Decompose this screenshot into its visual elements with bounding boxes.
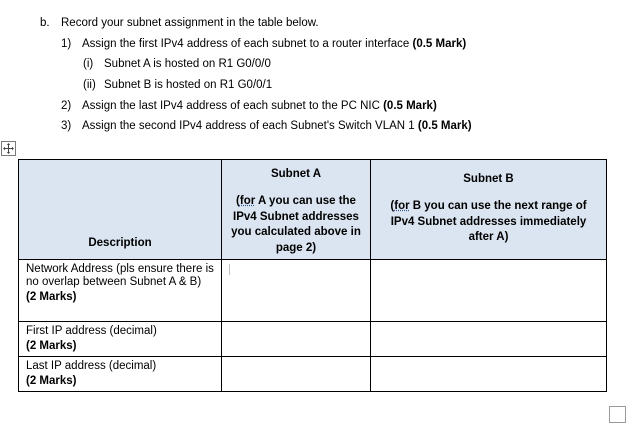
subnet-b-note-for: for xyxy=(394,200,410,213)
first-ip-subnet-a-cell[interactable] xyxy=(222,322,371,357)
step-1-ii-number: (ii) xyxy=(83,79,96,91)
step-1-number: 1) xyxy=(61,38,72,50)
instruction-step-3 xyxy=(61,119,472,133)
row-marks: (2 Marks) xyxy=(26,340,77,352)
instruction-b-text: Record your subnet assignment in the table below. xyxy=(61,17,319,29)
instruction-step-1 xyxy=(61,37,466,51)
row-first-ip-label xyxy=(19,322,222,357)
subnet-a-note-paren: ( xyxy=(236,195,240,207)
step-2-text: Assign the last IPv4 address of each subnet to the PC NIC xyxy=(82,100,380,112)
row-label: Last IP address (decimal) xyxy=(26,360,157,372)
table-row xyxy=(19,260,607,322)
header-subnet-b-note xyxy=(371,199,606,246)
step-3-mark: (0.5 Mark) xyxy=(417,120,472,132)
row-marks: (2 Marks) xyxy=(26,291,77,303)
header-description xyxy=(19,160,222,260)
header-subnet-a-note xyxy=(222,194,370,256)
instruction-step-1-i xyxy=(83,57,271,71)
header-subnet-a-title: Subnet A xyxy=(270,168,322,180)
header-subnet-a xyxy=(222,160,371,260)
step-1-mark: (0.5 Mark) xyxy=(412,38,467,50)
subnet-a-note-for: for xyxy=(239,195,256,207)
last-ip-subnet-b-cell[interactable] xyxy=(371,357,607,392)
instruction-step-2 xyxy=(61,99,437,113)
step-2-mark: (0.5 Mark) xyxy=(383,100,437,112)
row-network-address-label xyxy=(19,260,222,322)
subnet-assignment-table xyxy=(18,159,607,392)
step-1-i-number: (i) xyxy=(83,58,94,70)
step-1-text: Assign the first IPv4 address of each subnet to a router interface xyxy=(82,38,410,50)
row-label: First IP address (decimal) xyxy=(26,325,157,337)
step-2-number: 2) xyxy=(61,100,72,112)
subnet-b-note-paren: ( xyxy=(390,200,395,213)
header-subnet-b xyxy=(371,160,607,260)
instruction-b-label: b. xyxy=(40,17,50,29)
row-marks: (2 Marks) xyxy=(26,375,77,387)
table-move-handle[interactable] xyxy=(1,141,16,156)
step-1-ii-text: Subnet B is hosted on R1 G0/0/1 xyxy=(104,79,273,91)
row-last-ip-label xyxy=(19,357,222,392)
instruction-b xyxy=(40,16,319,30)
text-cursor xyxy=(229,264,230,275)
move-arrows-icon xyxy=(3,143,14,154)
step-1-i-text: Subnet A is hosted on R1 G0/0/0 xyxy=(104,58,271,70)
network-address-subnet-b-cell[interactable] xyxy=(371,260,607,322)
header-subnet-b-title: Subnet B xyxy=(463,173,514,186)
last-ip-subnet-a-cell[interactable] xyxy=(222,357,371,392)
step-3-text: Assign the second IPv4 address of each Subnet's Switch VLAN 1 xyxy=(82,120,415,132)
instruction-step-1-ii xyxy=(83,78,272,92)
table-header-row xyxy=(19,160,607,260)
network-address-subnet-a-cell[interactable] xyxy=(222,260,371,322)
table-row xyxy=(19,357,607,392)
first-ip-subnet-b-cell[interactable] xyxy=(371,322,607,357)
header-description-label: Description xyxy=(88,237,152,249)
step-3-number: 3) xyxy=(61,120,72,132)
row-label: Network Address (pls ensure there is no overlap between Subnet A & B) xyxy=(26,263,214,288)
table-resize-handle[interactable] xyxy=(609,406,626,423)
subnet-a-note-text: A you can use the IPv4 Subnet addresses you calculated above in page 2) xyxy=(231,195,361,254)
table-row xyxy=(19,322,607,357)
subnet-b-note-text: B you can use the next range of IPv4 Subnet addresses immediately after A) xyxy=(390,200,587,244)
